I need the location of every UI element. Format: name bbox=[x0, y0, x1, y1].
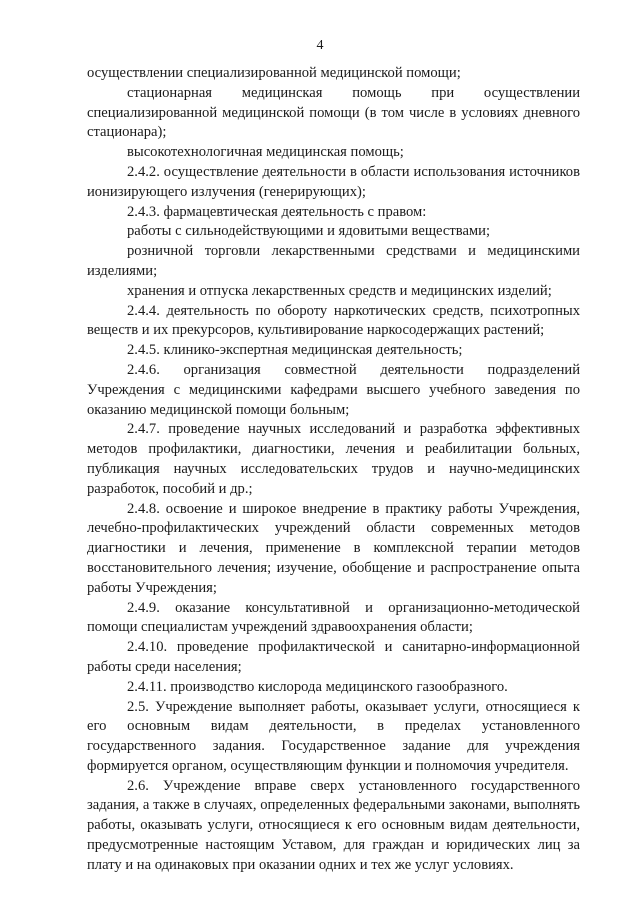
paragraph: высокотехнологичная медицинская помощь; bbox=[127, 144, 404, 161]
paragraph: 2.4.3. фармацевтическая деятельность с правом: bbox=[127, 203, 427, 220]
paragraph: 2.4.2. осуществление деятельности в области использования источников ионизирующего излучения (генерирующих); bbox=[87, 163, 580, 200]
paragraph: 2.4.4. деятельность по обороту наркотических средств, психотропных веществ и их прекурсоров, культивирование наркосодержащих растений; bbox=[87, 302, 580, 339]
paragraph: осуществлении специализированной медицинской помощи; bbox=[87, 65, 461, 81]
paragraph: 2.4.8. освоение и широкое внедрение в практику работы Учреждения, лечебно-профилактических учреждений области современных методов диагностики и лечения, применение в комплексной терапии методов восстановительного лечения; изучение, обобщение и распространение опыта работы Учреждения; bbox=[87, 500, 580, 596]
paragraph: 2.4.7. проведение научных исследований и разработка эффективных методов профилактики, диагностики, лечения и реабилитации больных, публикация научных исследовательских трудов и научно-медицинских разработок, пособий и др.; bbox=[87, 421, 580, 497]
paragraph: 2.4.5. клинико-экспертная медицинская деятельность; bbox=[127, 342, 463, 359]
paragraph: работы с сильнодействующими и ядовитыми веществами; bbox=[127, 223, 491, 240]
paragraph: розничной торговли лекарственными средствами и медицинскими изделиями; bbox=[87, 243, 580, 279]
paragraph: стационарная медицинская помощь при осуществлении специализированной медицинской помощи (в том числе в условиях дневного стационара); bbox=[87, 84, 580, 141]
paragraph: 2.4.6. организация совместной деятельности подразделений Учреждения с медицинскими кафедрами высшего учебного заведения по оказанию медицинской помощи больным; bbox=[87, 361, 580, 418]
page-number: 4 bbox=[316, 38, 324, 53]
paragraph: 2.4.10. проведение профилактической и санитарно-информационной работы среди населения; bbox=[87, 639, 580, 675]
paragraph: 2.6. Учреждение вправе сверх установленного государственного задания, а также в случаях, определенных федеральными законами, выполнять работы, оказывать услуги, относящиеся к его основным видам деятельности, предусмотренные настоящим Уставом, для граждан и юридических лиц за плату и на одинаковых при оказании одних и тех же услуг условиях. bbox=[87, 777, 580, 873]
paragraph: 2.4.11. производство кислорода медицинского газообразного. bbox=[127, 678, 508, 695]
paragraph: хранения и отпуска лекарственных средств и медицинских изделий; bbox=[127, 282, 552, 299]
paragraph: 2.4.9. оказание консультативной и организационно-методической помощи специалистам учреждений здравоохранения области; bbox=[87, 599, 580, 636]
paragraph: 2.5. Учреждение выполняет работы, оказывает услуги, относящиеся к его основным видам деятельности, в пределах установленного государственного задания. Государственное задание для учреждения формируется органом, осуществляющим функции и полномочия учредителя. bbox=[87, 698, 580, 774]
document-body bbox=[87, 64, 580, 876]
